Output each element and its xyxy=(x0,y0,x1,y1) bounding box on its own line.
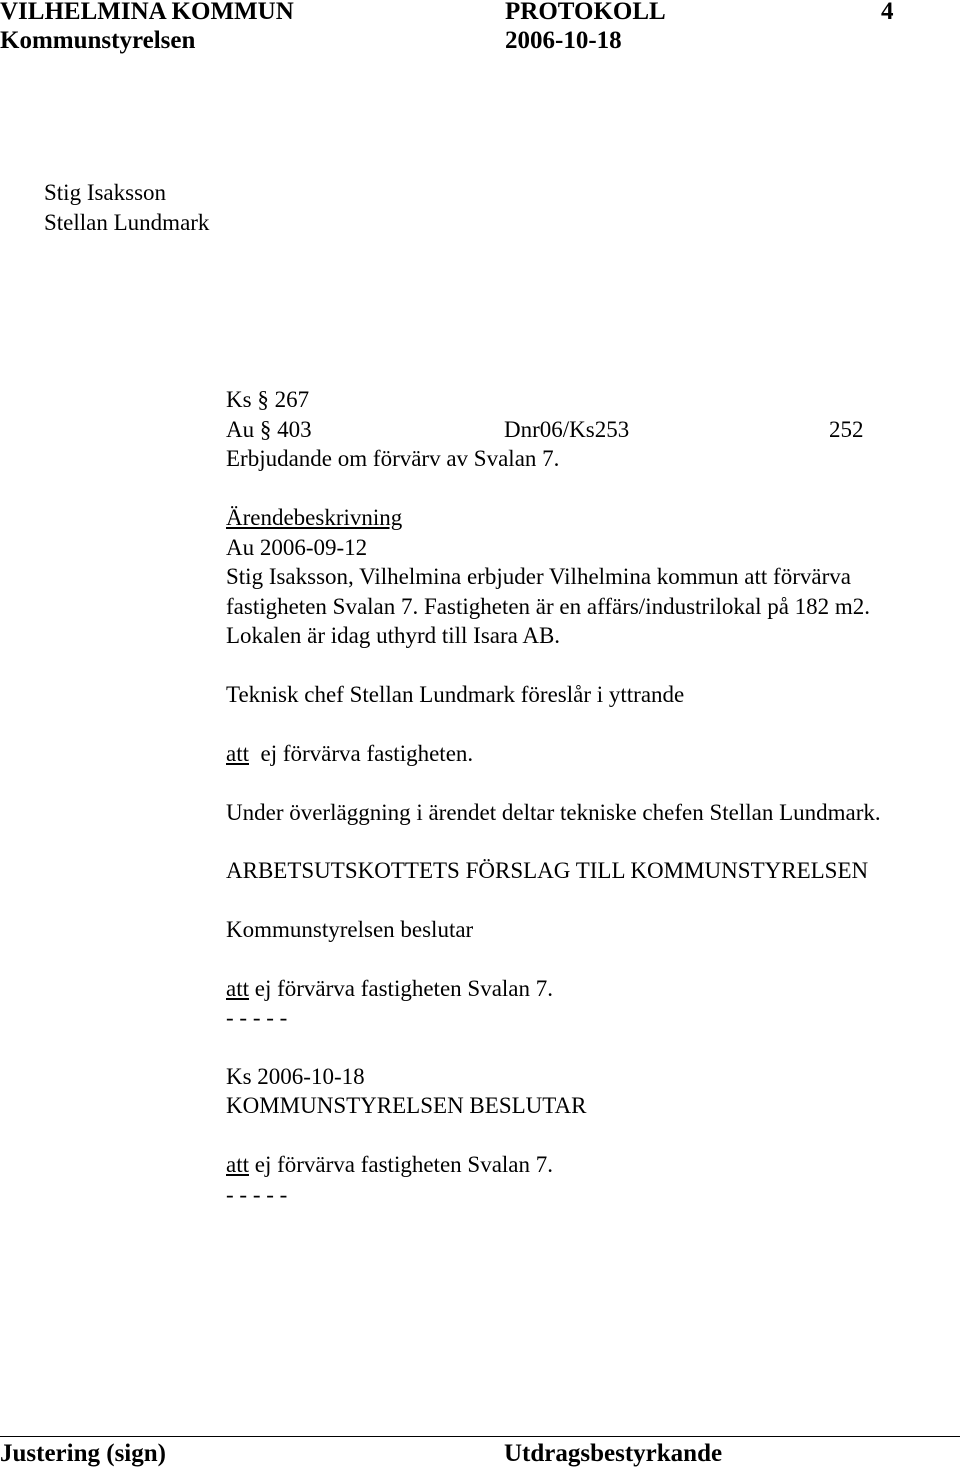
au-prefix: Au xyxy=(226,417,255,442)
ks-decision-heading: KOMMUNSTYRELSEN BESLUTAR xyxy=(226,1093,587,1118)
ks-decision-text xyxy=(226,1152,553,1178)
attendee-name: Stig Isaksson xyxy=(44,180,167,205)
att-keyword: att xyxy=(226,976,249,1001)
reference-number: 252 xyxy=(829,417,864,442)
ks-prefix: Ks xyxy=(226,387,252,412)
header-body: Kommunstyrelsen xyxy=(0,27,196,54)
section-symbol: § xyxy=(257,387,269,412)
ks-decision-date: Ks 2006-10-18 xyxy=(226,1064,365,1089)
proposal-text: ej förvärva fastigheten. xyxy=(260,741,474,766)
description-line: Stig Isaksson, Vilhelmina erbjuder Vilhelmina kommun att förvärva xyxy=(226,564,851,589)
au-proposal-heading: ARBETSUTSKOTTETS FÖRSLAG TILL KOMMUNSTYRELSEN xyxy=(226,858,869,883)
description-heading: Ärendebeskrivning xyxy=(226,505,403,530)
description-date: Au 2006-09-12 xyxy=(226,535,368,560)
proposal-line xyxy=(226,741,473,767)
header-org: VILHELMINA KOMMUN xyxy=(0,0,294,25)
decision-text: ej förvärva fastigheten Svalan 7. xyxy=(254,976,553,1001)
separator: - - - - - xyxy=(226,1005,288,1030)
header-page-number: 4 xyxy=(881,0,894,25)
decision-text: ej förvärva fastigheten Svalan 7. xyxy=(254,1152,553,1177)
footer-utdragsbestyrkande: Utdragsbestyrkande xyxy=(504,1440,723,1467)
description-line: fastigheten Svalan 7. Fastigheten är en affärs/industrilokal på 182 m2. xyxy=(226,594,871,619)
ks-paragraph xyxy=(226,387,309,413)
separator: - - - - - xyxy=(226,1182,288,1207)
header-doc-type: PROTOKOLL xyxy=(505,0,666,25)
header-date: 2006-10-18 xyxy=(505,27,622,54)
attendee-name: Stellan Lundmark xyxy=(44,210,210,235)
au-number: 403 xyxy=(277,417,312,442)
au-proposal-decides: Kommunstyrelsen beslutar xyxy=(226,917,474,942)
footer-justering: Justering (sign) xyxy=(0,1440,166,1467)
description-line: Lokalen är idag uthyrd till Isara AB. xyxy=(226,623,561,648)
deliberation-text: Under överläggning i ärendet deltar tekniske chefen Stellan Lundmark. xyxy=(226,800,881,825)
section-symbol: § xyxy=(259,417,272,442)
case-title: Erbjudande om förvärv av Svalan 7. xyxy=(226,446,560,471)
att-keyword: att xyxy=(226,1152,249,1177)
footer-divider xyxy=(0,1436,960,1437)
au-paragraph xyxy=(226,417,312,443)
att-keyword: att xyxy=(226,741,249,766)
proposal-intro: Teknisk chef Stellan Lundmark föreslår i yttrande xyxy=(226,682,685,707)
ks-number: 267 xyxy=(274,387,310,412)
au-proposal-decision xyxy=(226,976,553,1002)
dnr-number: Dnr06/Ks253 xyxy=(504,417,630,442)
